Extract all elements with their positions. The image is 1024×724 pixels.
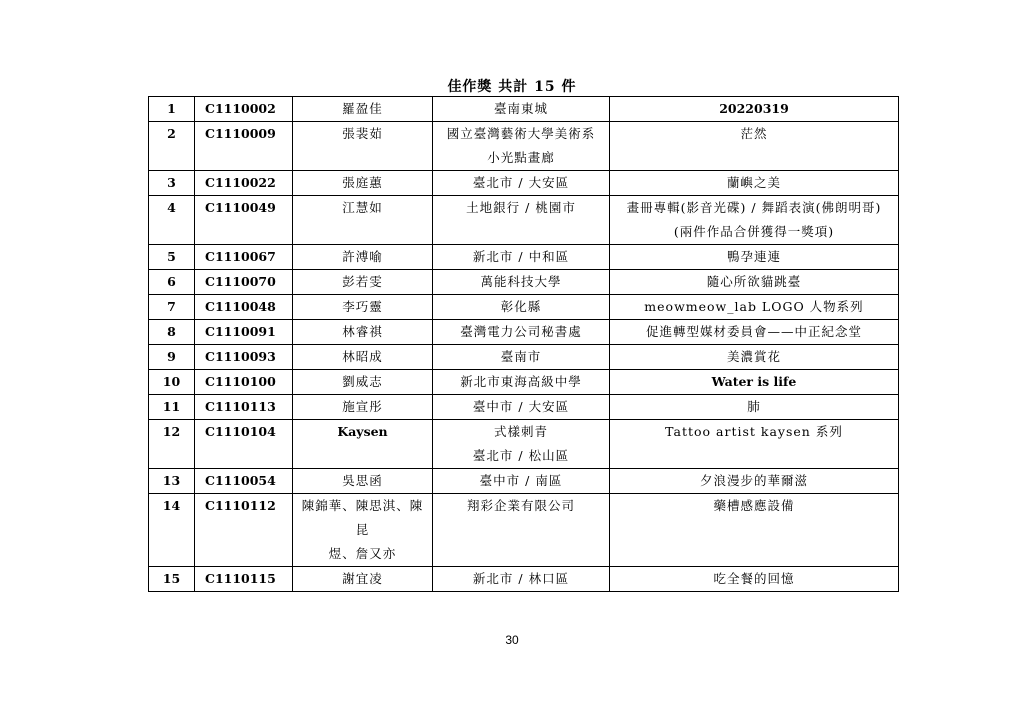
cell-text-line: 土地銀行 / 桃園市: [466, 200, 576, 215]
row-number-cell: [149, 345, 195, 370]
table-row: [149, 270, 899, 295]
entry-code-cell: [195, 345, 293, 370]
row-number-cell: [149, 122, 195, 171]
cell-text: 4: [167, 200, 176, 215]
table-row: [149, 196, 899, 245]
cell-text: 14: [162, 498, 181, 513]
work-title-cell: [610, 370, 899, 395]
cell-text-line: 林睿祺: [342, 324, 383, 339]
cell-text: C1110049: [205, 200, 276, 215]
cell-text: C1110048: [205, 299, 276, 314]
entry-code-cell: [195, 97, 293, 122]
entry-code-cell: [195, 395, 293, 420]
cell-text-line: 臺南東城: [493, 101, 548, 116]
winner-name-cell: [293, 370, 433, 395]
organization-cell: [433, 97, 610, 122]
cell-text: C1110022: [205, 175, 276, 190]
cell-text-line: 彭若雯: [342, 274, 383, 289]
work-title-cell: [610, 420, 899, 469]
cell-text-line: 陳錦華、陳思淇、陳昆: [301, 498, 424, 537]
cell-text-line: 式樣刺青: [493, 424, 548, 439]
cell-text-line: 促進轉型媒材委員會——中正紀念堂: [645, 324, 862, 339]
winner-name-cell: [293, 196, 433, 245]
table-row: [149, 567, 899, 592]
cell-text: 8: [167, 324, 176, 339]
cell-text: 2: [167, 126, 176, 141]
entry-code-cell: [195, 469, 293, 494]
cell-text: C1110100: [205, 374, 276, 389]
table-row: [149, 320, 899, 345]
organization-cell: [433, 295, 610, 320]
organization-cell: [433, 171, 610, 196]
cell-text-line: 隨心所欲貓跳臺: [706, 274, 802, 289]
cell-text: C1110002: [205, 101, 276, 116]
winner-name-cell: [293, 469, 433, 494]
cell-text: 12: [162, 424, 181, 439]
row-number-cell: [149, 395, 195, 420]
cell-text-line: 臺中市 / 大安區: [472, 399, 570, 414]
winner-name-cell: [293, 395, 433, 420]
work-title-cell: [610, 320, 899, 345]
cell-text-line: 吳思函: [342, 473, 383, 488]
cell-text-line: 臺南市: [500, 349, 542, 364]
winner-name-cell: [293, 245, 433, 270]
cell-text-line: 茫然: [740, 126, 768, 141]
cell-text-line: 臺北市 / 大安區: [472, 175, 570, 190]
awards-table-body: [149, 97, 899, 592]
winner-name-cell: [293, 567, 433, 592]
cell-text-line: 肺: [747, 399, 761, 414]
work-title-cell: [610, 171, 899, 196]
cell-text-line: 吃全餐的回憶: [713, 571, 795, 586]
organization-cell: [433, 196, 610, 245]
cell-text-line: 國立臺灣藝術大學美術系: [446, 126, 596, 141]
work-title-cell: [610, 196, 899, 245]
awards-table: [148, 96, 899, 592]
page-number: 30: [505, 633, 519, 647]
winner-name-cell: [293, 171, 433, 196]
cell-text: 7: [167, 299, 176, 314]
cell-text: 6: [167, 274, 176, 289]
cell-text-line: 新北市東海高級中學: [460, 374, 582, 389]
cell-text-line: meowmeow_lab LOGO 人物系列: [644, 299, 864, 314]
organization-cell: [433, 567, 610, 592]
cell-text-line: 鴨孕連連: [726, 249, 781, 264]
cell-text-line: 藥槽感應設備: [713, 498, 795, 513]
entry-code-cell: [195, 370, 293, 395]
organization-cell: [433, 420, 610, 469]
table-row: [149, 469, 899, 494]
cell-text-line: 蘭嶼之美: [726, 175, 781, 190]
cell-text: C1110067: [205, 249, 276, 264]
table-row: [149, 494, 899, 567]
cell-text: C1110112: [205, 498, 276, 513]
entry-code-cell: [195, 320, 293, 345]
cell-text-line: 張裴茹: [342, 126, 383, 141]
work-title-cell: [610, 295, 899, 320]
table-row: [149, 295, 899, 320]
organization-cell: [433, 469, 610, 494]
cell-text: C1110091: [205, 324, 276, 339]
organization-cell: [433, 320, 610, 345]
row-number-cell: [149, 567, 195, 592]
table-row: [149, 97, 899, 122]
winner-name-cell: [293, 122, 433, 171]
entry-code-cell: [195, 171, 293, 196]
cell-text-line: 謝宜凌: [342, 571, 383, 586]
cell-text: 15: [162, 571, 181, 586]
entry-code-cell: [195, 494, 293, 567]
row-number-cell: [149, 245, 195, 270]
cell-text-line: 林昭成: [342, 349, 383, 364]
organization-cell: [433, 245, 610, 270]
cell-text-line: 夕浪漫步的華爾滋: [699, 473, 808, 488]
row-number-cell: [149, 370, 195, 395]
table-row: [149, 420, 899, 469]
entry-code-cell: [195, 196, 293, 245]
cell-text: 9: [167, 349, 176, 364]
cell-text: C1110070: [205, 274, 276, 289]
entry-code-cell: [195, 567, 293, 592]
winner-name-cell: [293, 420, 433, 469]
work-title-cell: [610, 494, 899, 567]
cell-text: C1110113: [205, 399, 276, 414]
cell-text-line: (兩件作品合併獲得一獎項): [673, 224, 835, 239]
work-title-cell: [610, 567, 899, 592]
winner-name-cell: [293, 494, 433, 567]
row-number-cell: [149, 494, 195, 567]
entry-code-cell: [195, 122, 293, 171]
work-title-cell: [610, 469, 899, 494]
cell-text-line: 萬能科技大學: [480, 274, 562, 289]
page-title: 佳作獎 共計 15 件: [447, 79, 577, 95]
cell-text: 5: [167, 249, 176, 264]
table-row: [149, 345, 899, 370]
cell-text: C1110054: [205, 473, 276, 488]
cell-text-line: Water is life: [711, 374, 797, 389]
cell-text-line: 江慧如: [342, 200, 383, 215]
work-title-cell: [610, 270, 899, 295]
row-number-cell: [149, 320, 195, 345]
cell-text: 1: [167, 101, 176, 116]
table-row: [149, 370, 899, 395]
work-title-cell: [610, 345, 899, 370]
cell-text-line: 煜、詹又亦: [328, 546, 397, 561]
organization-cell: [433, 270, 610, 295]
cell-text: C1110093: [205, 349, 276, 364]
table-row: [149, 245, 899, 270]
cell-text-line: 畫冊專輯(影音光碟) / 舞蹈表演(佛朗明哥): [626, 200, 882, 215]
cell-text-line: 羅盈佳: [342, 101, 383, 116]
row-number-cell: [149, 171, 195, 196]
cell-text-line: 劉威志: [342, 374, 383, 389]
cell-text-line: 臺北市 / 松山區: [472, 448, 570, 463]
row-number-cell: [149, 196, 195, 245]
cell-text-line: 小光點畫廊: [487, 150, 555, 165]
table-row: [149, 171, 899, 196]
work-title-cell: [610, 122, 899, 171]
cell-text-line: Tattoo artist kaysen 系列: [665, 424, 843, 439]
cell-text: C1110115: [205, 571, 276, 586]
cell-text-line: 臺中市 / 南區: [479, 473, 563, 488]
organization-cell: [433, 122, 610, 171]
cell-text: 3: [167, 175, 176, 190]
winner-name-cell: [293, 320, 433, 345]
entry-code-cell: [195, 270, 293, 295]
row-number-cell: [149, 420, 195, 469]
cell-text: C1110104: [205, 424, 276, 439]
winner-name-cell: [293, 270, 433, 295]
cell-text-line: 新北市 / 林口區: [472, 571, 570, 586]
table-row: [149, 122, 899, 171]
row-number-cell: [149, 270, 195, 295]
entry-code-cell: [195, 295, 293, 320]
cell-text-line: 臺灣電力公司秘書處: [460, 324, 582, 339]
table-row: [149, 395, 899, 420]
entry-code-cell: [195, 245, 293, 270]
row-number-cell: [149, 97, 195, 122]
entry-code-cell: [195, 420, 293, 469]
cell-text-line: 翔彩企業有限公司: [466, 498, 575, 513]
organization-cell: [433, 494, 610, 567]
cell-text-line: 許溥喻: [342, 249, 383, 264]
cell-text-line: 施宣彤: [342, 399, 383, 414]
work-title-cell: [610, 97, 899, 122]
work-title-cell: [610, 245, 899, 270]
cell-text-line: 張庭蕙: [342, 175, 383, 190]
cell-text: 10: [162, 374, 181, 389]
cell-text: 11: [162, 399, 181, 414]
organization-cell: [433, 395, 610, 420]
cell-text-line: 美濃賞花: [726, 349, 781, 364]
cell-text: 13: [162, 473, 181, 488]
organization-cell: [433, 345, 610, 370]
winner-name-cell: [293, 97, 433, 122]
cell-text-line: 李巧靈: [342, 299, 383, 314]
organization-cell: [433, 370, 610, 395]
cell-text-line: 20220319: [719, 101, 789, 116]
cell-text-line: 彰化縣: [500, 299, 542, 314]
row-number-cell: [149, 295, 195, 320]
winner-name-cell: [293, 295, 433, 320]
work-title-cell: [610, 395, 899, 420]
row-number-cell: [149, 469, 195, 494]
cell-text-line: 新北市 / 中和區: [472, 249, 570, 264]
cell-text: C1110009: [205, 126, 276, 141]
winner-name-cell: [293, 345, 433, 370]
cell-text-line: Kaysen: [337, 424, 388, 439]
